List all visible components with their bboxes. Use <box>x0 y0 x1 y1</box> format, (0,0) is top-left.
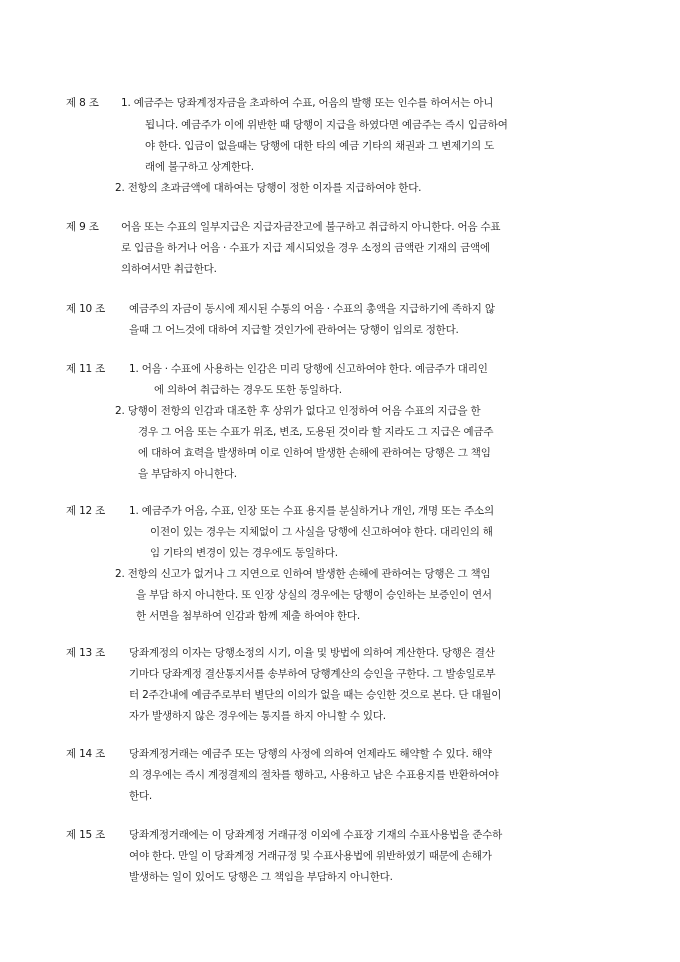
article-line: 로 입금을 하거나 어음 · 수표가 지급 제시되었을 경우 소정의 금액란 기재의 금액에 <box>121 242 490 254</box>
article-line: 터 2주간내에 예금주로부터 별단의 이의가 없을 때는 승인한 것으로 본다. 단 대월이 <box>129 689 502 701</box>
article-line: 1. 예금주는 당좌계정자금을 초과하여 수표, 어음의 발행 또는 인수를 하여서는 아니 <box>121 97 494 109</box>
article-line: 당좌계정거래는 예금주 또는 당행의 사정에 의하여 언제라도 해약할 수 있다. 해약 <box>129 748 492 760</box>
article-label: 제 8 조 <box>66 97 99 109</box>
article-line: 을 부담 하지 아니한다. 또 인장 상실의 경우에는 당행이 승인하는 보증인이 연서 <box>136 589 492 601</box>
article-line: 에 의하여 취급하는 경우도 또한 동일하다. <box>154 384 342 396</box>
article-line: 2. 당행이 전항의 인감과 대조한 후 상위가 없다고 인정하여 어음 수표의 지급을 한 <box>115 405 481 417</box>
article-line: 여야 한다. 만일 이 당좌계정 거래규정 및 수표사용법에 위반하였기 때문에 손해가 <box>129 850 492 862</box>
article-line: 의하여서만 취급한다. <box>121 263 217 275</box>
article-label: 제 11 조 <box>66 363 106 375</box>
article-line: 의 경우에는 즉시 계정결제의 절차를 행하고, 사용하고 남은 수표용지를 반환하여야 <box>129 769 499 781</box>
article-line: 에 대하여 효력을 발생하며 이로 인하여 발생한 손해에 관하여는 당행은 그 책임 <box>138 447 491 459</box>
article-line: 2. 전항의 신고가 없거나 그 지연으로 인하여 발생한 손해에 관하여는 당행은 그 책임 <box>115 568 491 580</box>
article-label: 제 10 조 <box>66 303 106 315</box>
article-line: 당좌계정거래에는 이 당좌계정 거래규정 이외에 수표장 기재의 수표사용법을 준수하 <box>129 829 503 841</box>
article-label: 제 14 조 <box>66 748 106 760</box>
article-line: 한 서면을 첨부하여 인감과 함께 제출 하여야 한다. <box>136 610 360 622</box>
article-line: 을 부담하지 아니한다. <box>138 468 237 480</box>
article-label: 제 9 조 <box>66 221 99 233</box>
article-line: 1. 예금주가 어음, 수표, 인장 또는 수표 용지를 분실하거나 개인, 개명 또는 주소의 <box>129 505 494 517</box>
article-line: 야 한다. 입금이 없을때는 당행에 대한 타의 예금 기타의 채권과 그 변제기의 도 <box>145 140 495 152</box>
article-line: 기마다 당좌계정 결산통지서를 송부하여 당행계산의 승인을 구한다. 그 발송일로부 <box>129 668 496 680</box>
article-line: 경우 그 어음 또는 수표가 위조, 변조, 도용된 것이라 할 지라도 그 지급은 예금주 <box>138 426 494 438</box>
article-label: 제 15 조 <box>66 829 106 841</box>
article-line: 됩니다. 예금주가 이에 위반한 때 당행이 지급을 하였다면 예금주는 즉시 입금하여 <box>145 119 508 131</box>
article-line: 어음 또는 수표의 일부지급은 지급자금잔고에 불구하고 취급하지 아니한다. 어음 수표 <box>121 221 501 233</box>
article-line: 자가 발생하지 않은 경우에는 통지를 하지 아니할 수 있다. <box>129 710 386 722</box>
article-line: 이전이 있는 경우는 지체없이 그 사실을 당행에 신고하여야 한다. 대리인의 해 <box>150 526 493 538</box>
article-line: 래에 불구하고 상계한다. <box>145 161 254 173</box>
article-line: 을때 그 어느것에 대하여 지급할 것인가에 관하여는 당행이 임의로 정한다. <box>129 324 459 336</box>
article-line: 한다. <box>129 790 153 802</box>
article-line: 임 기타의 변경이 있는 경우에도 동일하다. <box>150 547 338 559</box>
article-line: 당좌계정의 이자는 당행소정의 시기, 이율 및 방법에 의하여 계산한다. 당행은 결산 <box>129 647 495 659</box>
article-label: 제 13 조 <box>66 647 106 659</box>
article-line: 발생하는 일이 있어도 당행은 그 책임을 부담하지 아니한다. <box>129 871 393 883</box>
article-line: 2. 전항의 초과금액에 대하여는 당행이 정한 이자를 지급하여야 한다. <box>115 182 422 194</box>
article-label: 제 12 조 <box>66 505 106 517</box>
article-line: 예금주의 자금이 동시에 제시된 수통의 어음 · 수표의 총액을 지급하기에 족하지 않 <box>129 303 495 315</box>
article-line: 1. 어음 · 수표에 사용하는 인감은 미리 당행에 신고하여야 한다. 예금주가 대리인 <box>129 363 488 375</box>
